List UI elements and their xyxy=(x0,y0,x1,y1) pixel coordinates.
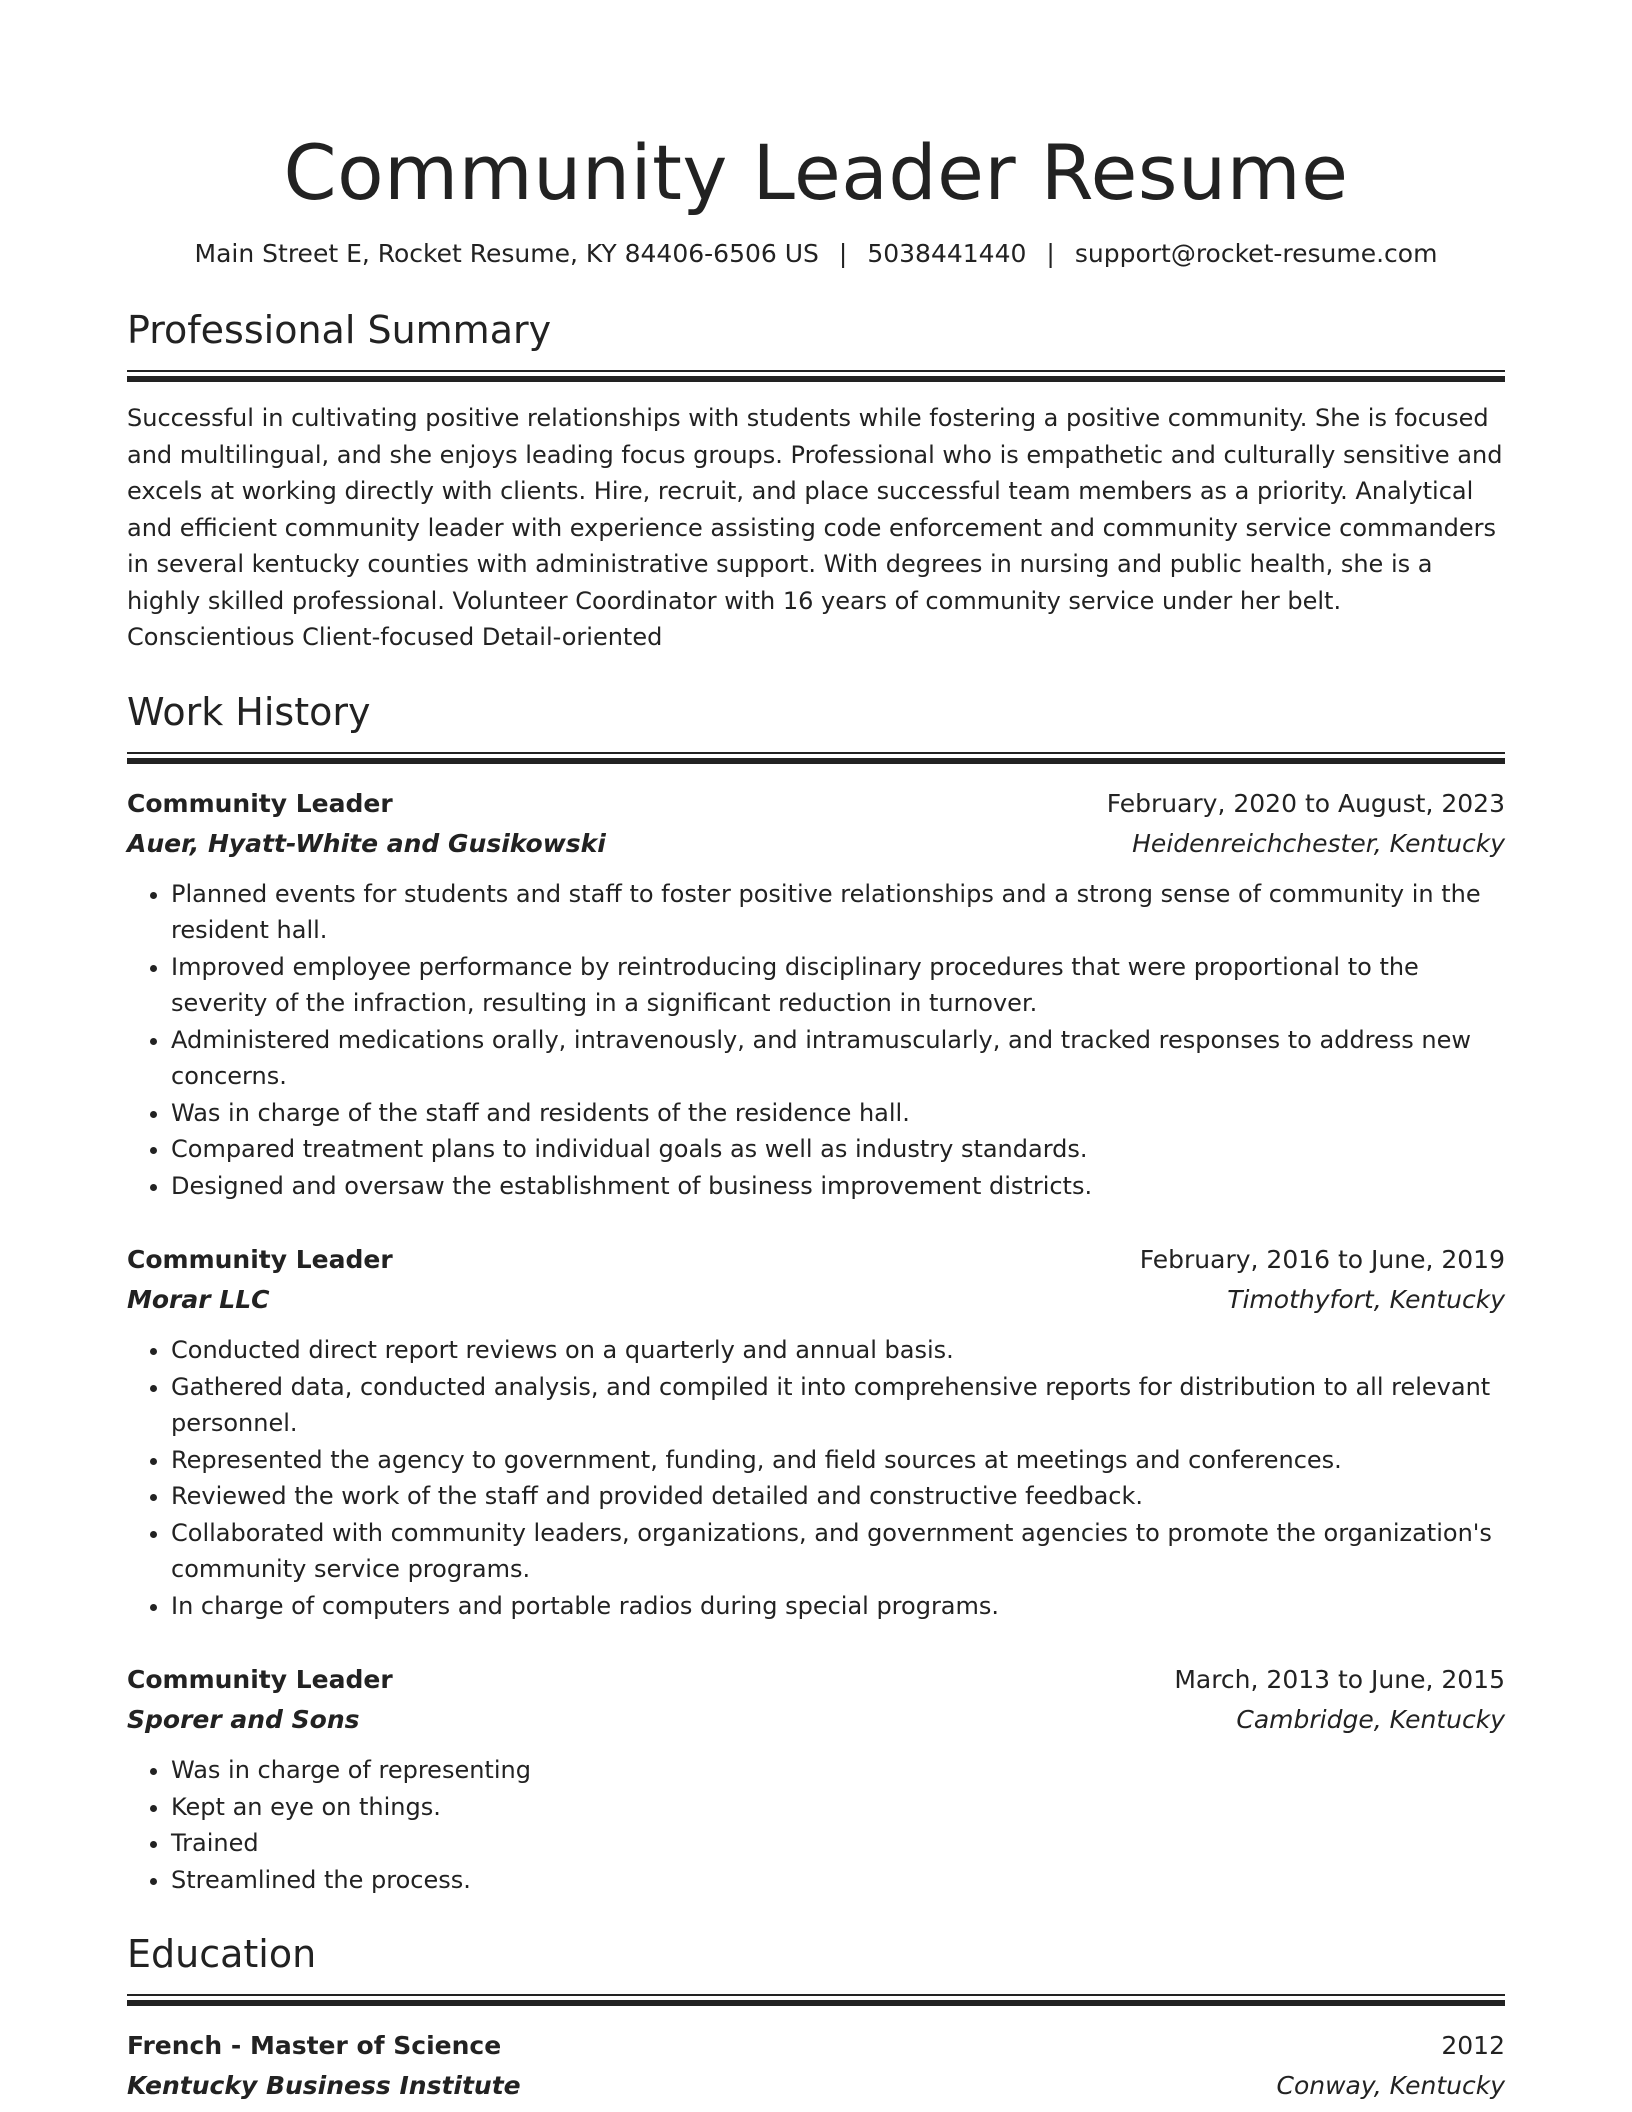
job-bullet: • Kept an eye on things. xyxy=(171,1789,1505,1826)
job-dates: February, 2020 to August, 2023 xyxy=(1106,788,1505,818)
job-bullet: • Improved employee performance by reintroducing disciplinary procedures that were proportional to the severity of the infraction, resulting in a significant reduction in turnover. xyxy=(171,949,1505,1022)
summary-heading: Professional Summary xyxy=(127,308,552,352)
education-year: 2012 xyxy=(1441,2031,1505,2060)
contact-separator: | xyxy=(1046,239,1055,268)
education-entry xyxy=(127,2026,1505,2106)
job-bullet: • Trained xyxy=(171,1825,1505,1862)
education-heading: Education xyxy=(127,1932,317,1976)
contact-email: support@rocket-resume.com xyxy=(1074,239,1438,268)
education-school-row xyxy=(127,2066,1505,2106)
section-divider xyxy=(127,752,1505,764)
education-section-header xyxy=(127,1928,1505,2006)
job-entry xyxy=(127,784,1505,1205)
job-bullet: • Reviewed the work of the staff and provided detailed and constructive feedback. xyxy=(171,1478,1505,1515)
education-location: Conway, Kentucky xyxy=(1276,2071,1505,2100)
job-company-row xyxy=(127,1700,1505,1740)
work-section-header xyxy=(127,686,1505,764)
job-header-row xyxy=(127,784,1505,824)
job-bullet: • Gathered data, conducted analysis, and compiled it into comprehensive reports for distribution to all relevant personnel. xyxy=(171,1369,1505,1442)
education-school: Kentucky Business Institute xyxy=(127,2071,521,2100)
resume-title: Community Leader Resume xyxy=(283,128,1349,217)
job-bullet-list xyxy=(127,1752,1505,1898)
job-bullet: • Collaborated with community leaders, organizations, and government agencies to promote the organization's community service programs. xyxy=(171,1515,1505,1588)
job-dates: March, 2013 to June, 2015 xyxy=(1174,1665,1505,1694)
job-entry xyxy=(127,1660,1505,1898)
job-company-row xyxy=(127,1280,1505,1320)
job-location: Timothyfort, Kentucky xyxy=(1227,1285,1505,1314)
job-bullet-list xyxy=(127,1332,1505,1624)
job-bullet: • In charge of computers and portable radios during special programs. xyxy=(171,1588,1505,1625)
section-divider xyxy=(127,370,1505,382)
job-header-row xyxy=(127,1240,1505,1280)
job-dates: February, 2016 to June, 2019 xyxy=(1139,1245,1505,1274)
work-heading: Work History xyxy=(127,689,371,734)
job-location: Heidenreichchester, Kentucky xyxy=(1132,828,1505,858)
job-title: Community Leader xyxy=(127,1245,393,1274)
job-header-row xyxy=(127,1660,1505,1700)
job-bullet: • Streamlined the process. xyxy=(171,1862,1505,1899)
job-bullet: • Was in charge of the staff and residents of the residence hall. xyxy=(171,1095,1505,1132)
job-bullet: • Administered medications orally, intravenously, and intramuscularly, and tracked responses to address new concerns. xyxy=(171,1022,1505,1095)
job-bullet: • Compared treatment plans to individual goals as well as industry standards. xyxy=(171,1131,1505,1168)
summary-text: Successful in cultivating positive relationships with students while fostering a positive community. She is focused and multilingual, and she enjoys leading focus groups. Professional who is empathetic and culturally sensitive and excels at working directly with clients. Hire, recruit, and place successful team members as a priority. Analytical and efficient community leader with experience assisting code enforcement and community service commanders in several kentucky counties with administrative support. With degrees in nursing and public health, she is a highly skilled professional. Volunteer Coordinator with 16 years of community service under her belt. Conscientious Client-focused Detail-oriented xyxy=(127,404,1503,651)
contact-address: Main Street E, Rocket Resume, KY 84406-6506 US xyxy=(194,239,819,268)
job-company: Auer, Hyatt-White and Gusikowski xyxy=(127,828,606,858)
education-header-row xyxy=(127,2026,1505,2066)
job-title: Community Leader xyxy=(127,788,393,818)
job-bullet: • Represented the agency to government, funding, and field sources at meetings and conferences. xyxy=(171,1442,1505,1479)
contact-separator: | xyxy=(838,239,848,268)
contact-line xyxy=(127,234,1505,274)
job-bullet-list xyxy=(127,876,1505,1205)
job-bullet: • Was in charge of representing xyxy=(171,1752,1505,1789)
job-entry xyxy=(127,1240,1505,1624)
contact-phone: 5038441440 xyxy=(867,239,1027,268)
job-bullet: • Conducted direct report reviews on a quarterly and annual basis. xyxy=(171,1332,1505,1369)
section-divider xyxy=(127,1994,1505,2006)
job-company-row xyxy=(127,824,1505,864)
job-company: Sporer and Sons xyxy=(127,1705,360,1734)
job-location: Cambridge, Kentucky xyxy=(1236,1705,1505,1734)
education-degree: French - Master of Science xyxy=(127,2031,502,2060)
job-bullet: • Designed and oversaw the establishment of business improvement districts. xyxy=(171,1168,1505,1205)
job-title: Community Leader xyxy=(127,1665,393,1694)
job-bullet: • Planned events for students and staff to foster positive relationships and a strong sense of community in the resident hall. xyxy=(171,876,1505,949)
job-company: Morar LLC xyxy=(127,1285,270,1314)
summary-section-header xyxy=(127,304,1505,382)
